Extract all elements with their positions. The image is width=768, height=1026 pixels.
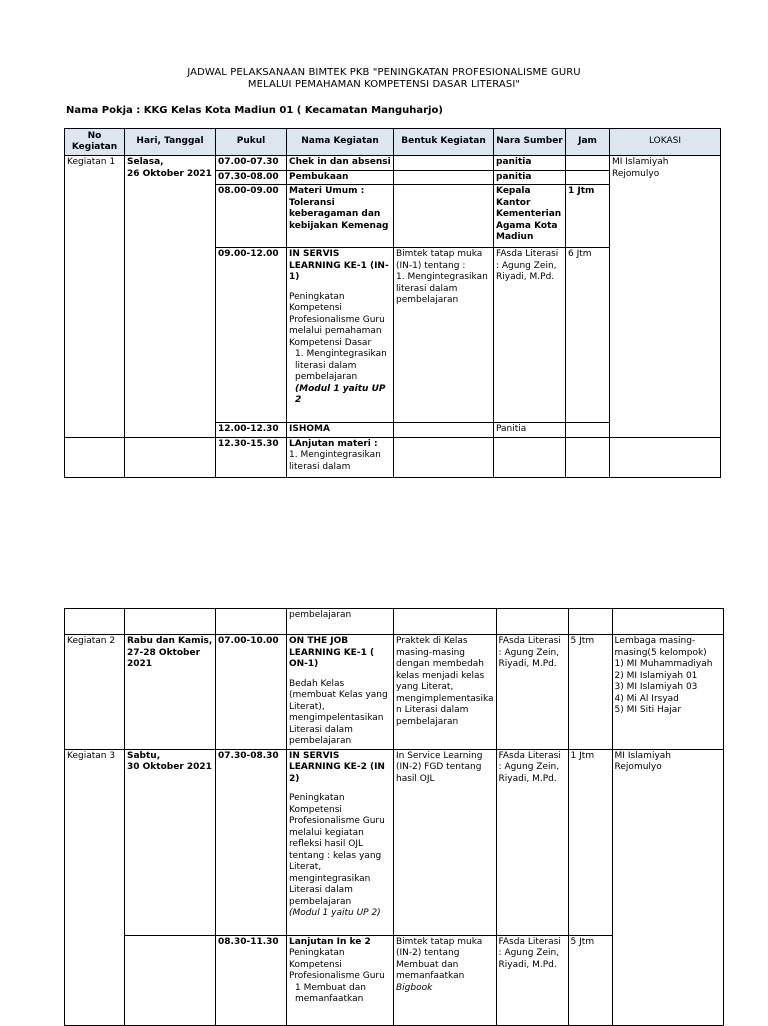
k3-r1-nama-title: IN SERVIS LEARNING KE-2 (IN 2): [289, 750, 385, 784]
k2-nara: FAsda Literasi : Agung Zein, Riyadi, M.Pd.: [496, 635, 568, 750]
k1-r1-nara: panitia: [494, 156, 566, 171]
title-line-2: MELALUI PEMAHAMAN KOMPETENSI DASAR LITERASI": [247, 79, 521, 90]
k1-r2-nama: Pembukaan: [287, 170, 394, 185]
k1-r4-nara: FAsda Literasi : Agung Zein, Riyadi, M.Pd.: [494, 248, 566, 423]
k1-r6-jam: [566, 437, 610, 477]
k1-r4-bentuk: [394, 248, 494, 423]
k1-r3-jam: 1 Jtm: [566, 185, 610, 248]
k2-lokasi-4: 4) Mi Al Irsyad: [614, 693, 679, 704]
k1-r6-nama-item: 1. Mengintegrasikan literasi dalam: [289, 450, 381, 472]
header-jam: Jam: [566, 129, 610, 156]
k1-r4-nama-item: 1. Mengintegrasikan literasi dalam pembelajaran: [295, 349, 387, 382]
cont-no: [65, 609, 125, 635]
k1-r3-pukul: 08.00-09.00: [216, 185, 287, 248]
k3-r2-jam: 5 Jtm: [568, 935, 612, 1025]
k3-lokasi: MI Islamiyah Rejomulyo: [612, 749, 723, 1025]
k3-r2-pukul: 08.30-11.30: [216, 935, 287, 1025]
cont-jam: [568, 609, 612, 635]
k3-hari-day: Sabtu,: [127, 750, 161, 761]
k1-r2-pukul: 07.30-08.00: [216, 170, 287, 185]
k1-r4-nama-desc: Peningkatan Kompetensi Profesionalisme Guru melalui pemahaman Kompetensi Dasar: [289, 291, 385, 348]
k3-r2-nama-desc: Peningkatan Kompetensi Profesionalisme Guru: [289, 948, 385, 981]
k1-r5-nara: Panitia: [494, 423, 566, 438]
table-row: [65, 437, 721, 477]
k1-r2-nara: panitia: [494, 170, 566, 185]
k1-hari: [125, 156, 216, 438]
k2-lokasi-0: Lembaga masing-masing(5 kelompok): [614, 636, 707, 658]
k1-r6-hari: [125, 437, 216, 477]
cont-pukul: [216, 609, 287, 635]
schedule-table-1: [64, 128, 721, 478]
header-no: No Kegiatan: [65, 129, 125, 156]
header-nama: Nama Kegiatan: [287, 129, 394, 156]
cont-nama: pembelajaran: [287, 609, 394, 635]
k1-r5-pukul: 12.00-12.30: [216, 423, 287, 438]
k3-r1-pukul: 07.30-08.30: [216, 749, 287, 935]
k3-no: Kegiatan 3: [65, 749, 125, 1025]
cont-hari: [125, 609, 216, 635]
k1-r1-nama: Chek in dan absensi: [287, 156, 394, 171]
k3-r2-nara: FAsda Literasi : Agung Zein, Riyadi, M.Pd.: [496, 935, 568, 1025]
header-nara: Nara Sumber: [494, 129, 566, 156]
k2-nama-desc: Bedah Kelas (membuat Kelas yang Literat), mengimpelentasikan Literasi dalam pembelajaran: [289, 678, 388, 746]
k3-r1-nama-modul: (Modul 1 yaitu UP 2): [289, 908, 381, 918]
k1-r5-jam: [566, 423, 610, 438]
k2-lokasi-2: 2) MI Islamiyah 01: [614, 670, 698, 681]
header-lokasi: LOKASI: [610, 129, 721, 156]
k3-r2-bentuk: [394, 935, 497, 1025]
k1-r2-bentuk: [394, 170, 494, 185]
k1-r6-bentuk: [394, 437, 494, 477]
k2-jam: 5 Jtm: [568, 635, 612, 750]
k1-r4-pukul: 09.00-12.00: [216, 248, 287, 423]
k3-hari-date: 30 Oktober 2021: [127, 762, 212, 772]
k1-r1-pukul: 07.00-07.30: [216, 156, 287, 171]
k3-r1-jam: 1 Jtm: [568, 749, 612, 935]
k3-r2-hari: [125, 935, 216, 1025]
k1-r2-jam: [566, 170, 610, 185]
k1-r3-bentuk: [394, 185, 494, 248]
header-pukul: Pukul: [216, 129, 287, 156]
k2-hari: Rabu dan Kamis, 27-28 Oktober 2021: [125, 635, 216, 750]
k1-lokasi: MI Islamiyah Rejomulyo: [610, 156, 721, 438]
k2-lokasi-1: 1) MI Muhammadiyah: [614, 659, 713, 669]
k2-lokasi-5: 5) MI Siti Hajar: [614, 705, 682, 715]
k1-r6-no: [65, 437, 125, 477]
header-row: [65, 129, 721, 156]
header-bentuk: Bentuk Kegiatan: [394, 129, 494, 156]
k1-r6-nara: [494, 437, 566, 477]
k2-lokasi-3: 3) MI Islamiyah 03: [614, 682, 698, 692]
table-row: [65, 635, 724, 750]
document-title: [0, 67, 768, 91]
k1-r5-bentuk: [394, 423, 494, 438]
k1-r4-bentuk-2: 1. Mengintegrasikan literasi dalam pembelajaran: [396, 272, 488, 305]
schedule-table-2: [64, 608, 724, 1026]
k1-r3-nara: Kepala Kantor Kementerian Agama Kota Madiun: [494, 185, 566, 248]
cont-bentuk: [394, 609, 497, 635]
k3-r2-bentuk-text: Bimtek tatap muka (IN-2) tentang Membuat dan memanfaatkan: [396, 936, 483, 981]
k2-no: Kegiatan 2: [65, 635, 125, 750]
k1-r6-nama-title: LAnjutan materi :: [289, 438, 378, 449]
k3-hari: [125, 749, 216, 935]
k3-r2-bentuk-italic: Bigbook: [396, 982, 433, 993]
k1-r6-pukul: 12.30-15.30: [216, 437, 287, 477]
k3-r1-nama-desc: Peningkatan Kompetensi Profesionalisme Guru melalui kegiatan refleksi hasil OJL tentang : kelas yang Literat, mengintegrasikan Literasi dalam pembelajaran: [289, 793, 385, 907]
header-hari: Hari, Tanggal: [125, 129, 216, 156]
cont-nara: [496, 609, 568, 635]
k1-r4-jam: 6 Jtm: [566, 248, 610, 423]
k1-r6-lokasi: [610, 437, 721, 477]
k1-r1-bentuk: [394, 156, 494, 171]
k1-r4-nama-title: IN SERVIS LEARNING KE-1 (IN-1): [289, 249, 389, 282]
k1-r4-bentuk-1: Bimtek tatap muka (IN-1) tentang :: [396, 249, 483, 271]
cont-lokasi: [612, 609, 723, 635]
k3-r2-nama: [287, 935, 394, 1025]
k1-hari-day: Selasa,: [127, 157, 164, 167]
table-row: [65, 749, 724, 935]
k2-lokasi: [612, 635, 723, 750]
k2-bentuk: Praktek di Kelas masing-masing dengan membedah kelas menjadi kelas yang Literat, mengimplementasika n Literasi dalam pembelajaran: [394, 635, 497, 750]
table-row: [65, 609, 724, 635]
k1-no: Kegiatan 1: [65, 156, 125, 438]
k1-r6-nama: [287, 437, 394, 477]
title-line-1: JADWAL PELAKSANAAN BIMTEK PKB "PENINGKATAN PROFESIONALISME GURU: [187, 67, 581, 78]
k3-r1-nama: [287, 749, 394, 935]
k2-nama: [287, 635, 394, 750]
k2-pukul: 07.00-10.00: [216, 635, 287, 750]
k3-r1-bentuk: In Service Learning (IN-2) FGD tentang hasil OJL: [394, 749, 497, 935]
k3-r2-nama-title: Lanjutan In ke 2: [289, 936, 371, 947]
k1-r4-nama: [287, 248, 394, 423]
table-row: [65, 156, 721, 171]
k3-r2-nama-item: 1 Membuat dan memanfaatkan: [295, 982, 366, 1004]
pokja-name: Nama Pokja : KKG Kelas Kota Madiun 01 ( Kecamatan Manguharjo): [66, 105, 443, 116]
k2-nama-title: ON THE JOB LEARNING KE-1 ( ON-1): [289, 636, 375, 669]
k3-r1-nara: FAsda Literasi : Agung Zein, Riyadi, M.Pd.: [496, 749, 568, 935]
k1-r4-nama-modul: (Modul 1 yaitu UP 2: [295, 383, 386, 405]
k1-hari-date: 26 Oktober 2021: [127, 168, 212, 179]
k1-r1-jam: [566, 156, 610, 171]
k1-r5-nama: ISHOMA: [287, 423, 394, 438]
k1-r3-nama: Materi Umum : Toleransi keberagaman dan kebijakan Kemenag: [287, 185, 394, 248]
